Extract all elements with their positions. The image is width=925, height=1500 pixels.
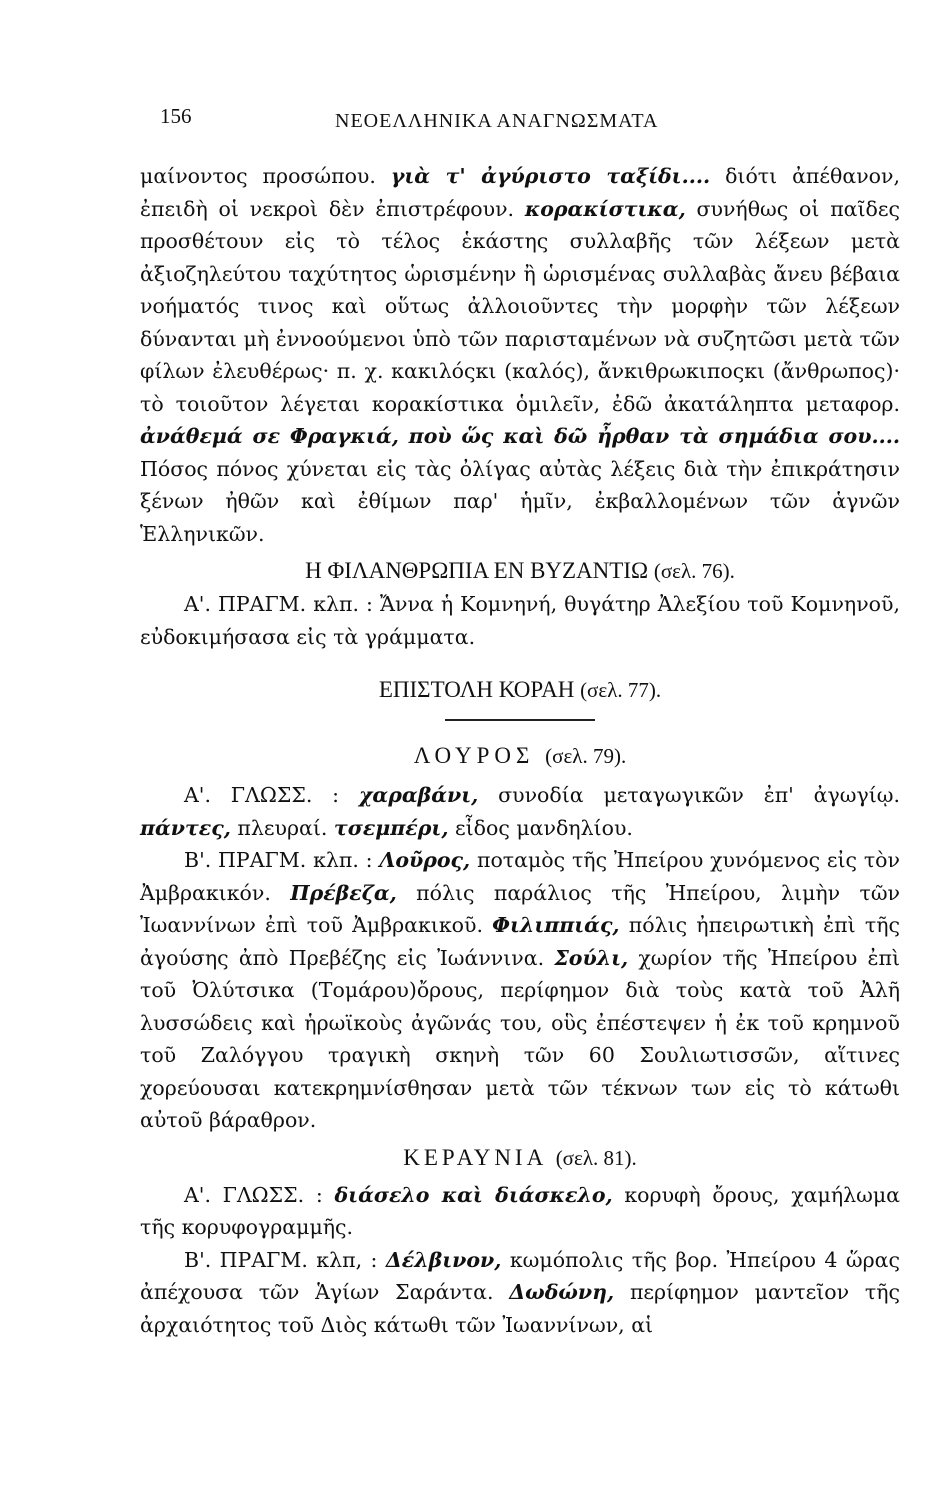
emphasis-run: Σούλι, [554, 945, 629, 970]
section-title: ΚΕΡΑΥΝΙΑ [403, 1144, 546, 1170]
text-run: πόλις παράλιος τῆς Ἠπείρου, λιμὴν τῶν Ἰωαννίνων ἐπὶ τοῦ Ἀμβρακικοῦ. [140, 880, 900, 937]
entry-label: Β'. ΠΡΑΓΜ. κλπ. : [184, 848, 373, 872]
paragraph-filanthropia-pragm [140, 588, 900, 653]
emphasis-run: πάντες, [140, 815, 231, 840]
section-heading-louros [140, 739, 900, 773]
emphasis-run: Δέλβινον, [385, 1247, 502, 1272]
entry-label: Α'. ΠΡΑΓΜ. κλπ. : [184, 592, 373, 616]
section-page-ref: (σελ. 79). [545, 744, 627, 768]
text-run: κωμόπολις τῆς βορ. Ἠπείρου 4 ὥρας ἀπέχουσα τῶν Ἁγίων Σαράντα. [140, 1247, 900, 1304]
text-run: χωρίον τῆς Ἠπείρου ἐπὶ τοῦ Ὀλύτσικα (Τομάρου)ὄρους, περίφημον διὰ τοὺς κατὰ τοῦ Ἀλῆ λυσσώδεις καὶ ἡρωϊκοὺς ἀγῶνάς του, οὓς ἐπέστεψεν ἡ ἐκ τοῦ κρημνοῦ τοῦ Ζαλόγγου τραγικὴ σκηνὴ τῶν 60 Σουλιωτισσῶν, αἵτινες χορεύουσαι κατεκρημνίσθησαν μετὰ τῶν τέκνων των εἰς τὸ κάτωθι αὐτοῦ βάραθρον. [140, 945, 900, 1132]
section-heading-filanthropia [140, 554, 900, 588]
emphasis-run: χαραβάνι, [358, 783, 479, 807]
emphasis-run: Πρέβεζα, [290, 880, 397, 905]
section-page-ref: (σελ. 76). [653, 559, 735, 583]
text-run: μαίνοντος προσώπου. [140, 164, 391, 188]
entry-label: Α'. ΓΛΩΣΣ. : [184, 1182, 323, 1207]
text-run: Πόσος πόνος χύνεται εἰς τὰς ὀλίγας αὐτὰς λέξεις διὰ τὴν ἐπικράτησιν ξένων ἠθῶν καὶ ἐθίμων παρ' ἡμῖν, ἐκβαλλομένων τῶν ἁγνῶν Ἑλληνικῶν. [140, 456, 900, 546]
page-number: 156 [160, 104, 192, 128]
paragraph-louros-gloss [140, 779, 900, 844]
text-run: εἶδος μανδηλίου. [448, 815, 633, 840]
book-page [140, 100, 900, 1341]
text-run: πλευραί. [230, 815, 334, 840]
text-run: ποταμὸς τῆς Ἠπείρου χυνόμενος εἰς τὸν Ἀμβρακικόν. [140, 848, 900, 905]
text-run: κορυφὴ ὄρους, χαμήλωμα τῆς κορυφογραμμῆς. [140, 1182, 900, 1239]
text-run: συνοδία μεταγωγικῶν ἐπ' ἀγωγίῳ. [478, 783, 900, 807]
emphasis-run: Λοῦρος, [379, 848, 471, 872]
text-run: πόλις ἠπειρωτικὴ ἐπὶ τῆς ἀγούσης ἀπὸ Πρεβέζης εἰς Ἰωάννινα. [140, 913, 900, 970]
paragraph-korakistika [140, 160, 900, 550]
section-title: ΕΠΙΣΤΟΛΗ ΚΟΡΑΗ [378, 677, 575, 702]
text-run: περίφημον μαντεῖον τῆς ἀρχαιότητος τοῦ Διὸς κάτωθι τῶν Ἰωαννίνων, αἱ [140, 1280, 900, 1337]
running-title: ΝΕΟΕΛΛΗΝΙΚΑ ΑΝΑΓΝΩΣΜΑΤΑ [335, 110, 659, 132]
section-heading-epistoli [140, 673, 900, 707]
emphasis-run: ἀνάθεμά σε Φραγκιά, ποὺ ὥς καὶ δῶ ἦρθαν τὰ σημάδια σου.... [140, 424, 900, 448]
emphasis-run: τσεμπέρι, [333, 815, 449, 840]
section-title: Η ΦΙΛΑΝΘΡΩΠΙΑ ΕΝ ΒΥΖΑΝΤΙΩ [305, 558, 649, 583]
entry-label: Α'. ΓΛΩΣΣ. : [184, 783, 340, 807]
section-page-ref: (σελ. 77). [580, 678, 662, 702]
text-run: συνήθως οἱ παῖδες προσθέτουν εἰς τὸ τέλος ἑκάστης συλλαβῆς τῶν λέξεων μετὰ ἀξιοζηλεύτου ταχύτητος ὡρισμένην ἢ ὡρισμένας συλλαβὰς ἄνευ βέβαια νοήματός τινος καὶ οὕτως ἀλλοιοῦντες τὴν μορφὴν τῶν λέξεων δύνανται μὴ ἐννοούμενοι ὑπὸ τῶν παρισταμένων νὰ συζητῶσι μετὰ τῶν φίλων ἐλευθέρως· π. χ. κακιλόςκι (καλός), ἄνκιθρωκιποςκι (ἄνθρωπος)· τὸ τοιοῦτον λέγεται κορακίστικα ὁμιλεῖν, ἐδῶ ἀκατάληπτα μεταφορ. [140, 196, 900, 416]
section-divider [445, 719, 595, 721]
emphasis-run: κορακίστικα, [524, 196, 686, 221]
section-title: ΛΟΥΡΟΣ [413, 743, 535, 768]
emphasis-run: Δωδώνη, [509, 1280, 615, 1304]
page-header [140, 100, 900, 140]
section-heading-keraunia [140, 1141, 900, 1175]
text-run: Ἄννα ἡ Κομνηνή, θυγάτηρ Ἀλεξίου τοῦ Κομνηνοῦ, εὐδοκιμήσασα εἰς τὰ γράμματα. [140, 592, 900, 649]
paragraph-keraunia-gloss [140, 1179, 900, 1244]
section-page-ref: (σελ. 81). [555, 1145, 637, 1170]
paragraph-louros-pragm [140, 844, 900, 1137]
emphasis-run: Φιλιππιάς, [492, 913, 620, 937]
emphasis-run: διάσελο καὶ διάσκελο, [334, 1182, 613, 1207]
text-run: διότι ἀπέθανον, ἐπειδὴ οἱ νεκροὶ δὲν ἐπιστρέφουν. [140, 164, 900, 221]
paragraph-keraunia-pragm [140, 1244, 900, 1342]
entry-label: Β'. ΠΡΑΓΜ. κλπ, : [184, 1247, 378, 1272]
emphasis-run: γιὰ τ' ἀγύριστο ταξίδι.... [390, 164, 711, 188]
